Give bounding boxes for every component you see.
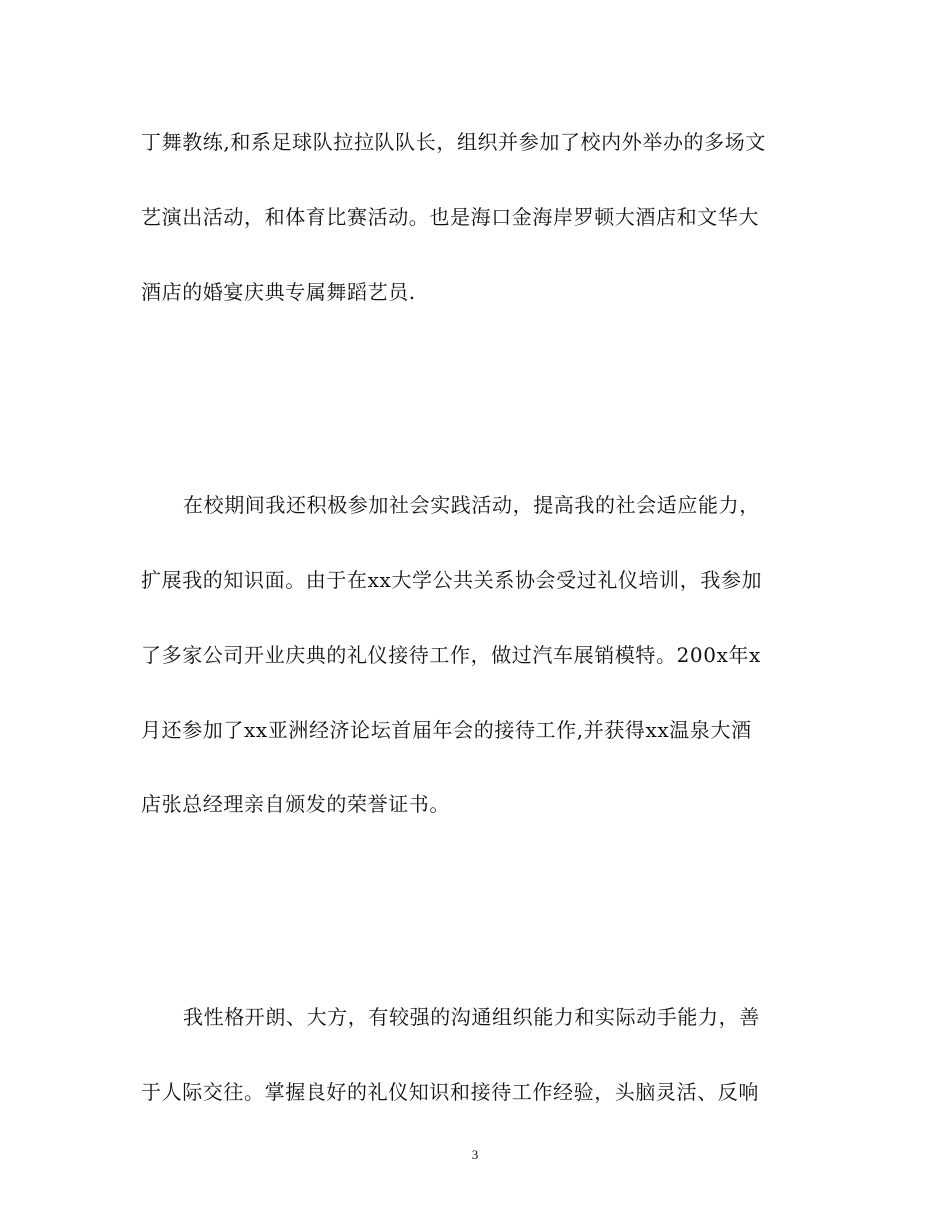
paragraph-1-line-1: 丁舞教练,和系足球队拉拉队队长，组织并参加了校内外举办的多场文 <box>141 130 766 154</box>
page-number: 3 <box>471 1147 479 1162</box>
paragraph-2-line-3: 了多家公司开业庆典的礼仪接待工作，做过汽车展销模特。200x年x <box>141 643 761 667</box>
paragraph-2-line-1: 在校期间我还积极参加社会实践活动，提高我的社会适应能力， <box>183 493 760 517</box>
paragraph-2-line-4: 月还参加了xx亚洲经济论坛首届年会的接待工作,并获得xx温泉大酒 <box>141 718 752 742</box>
paragraph-3-line-1: 我性格开朗、大方，有较强的沟通组织能力和实际动手能力，善 <box>183 1005 760 1029</box>
paragraph-3-line-2: 于人际交往。掌握良好的礼仪知识和接待工作经验，头脑灵活、反响 <box>141 1080 759 1104</box>
paragraph-1-line-3: 酒店的婚宴庆典专属舞蹈艺员. <box>141 280 416 304</box>
paragraph-2-line-2: 扩展我的知识面。由于在xx大学公共关系协会受过礼仪培训，我参加 <box>141 568 763 592</box>
paragraph-2-line-5: 店张总经理亲自颁发的荣誉证书。 <box>141 792 450 816</box>
paragraph-1-line-2: 艺演出活动，和体育比赛活动。也是海口金海岸罗顿大酒店和文华大 <box>141 205 759 229</box>
